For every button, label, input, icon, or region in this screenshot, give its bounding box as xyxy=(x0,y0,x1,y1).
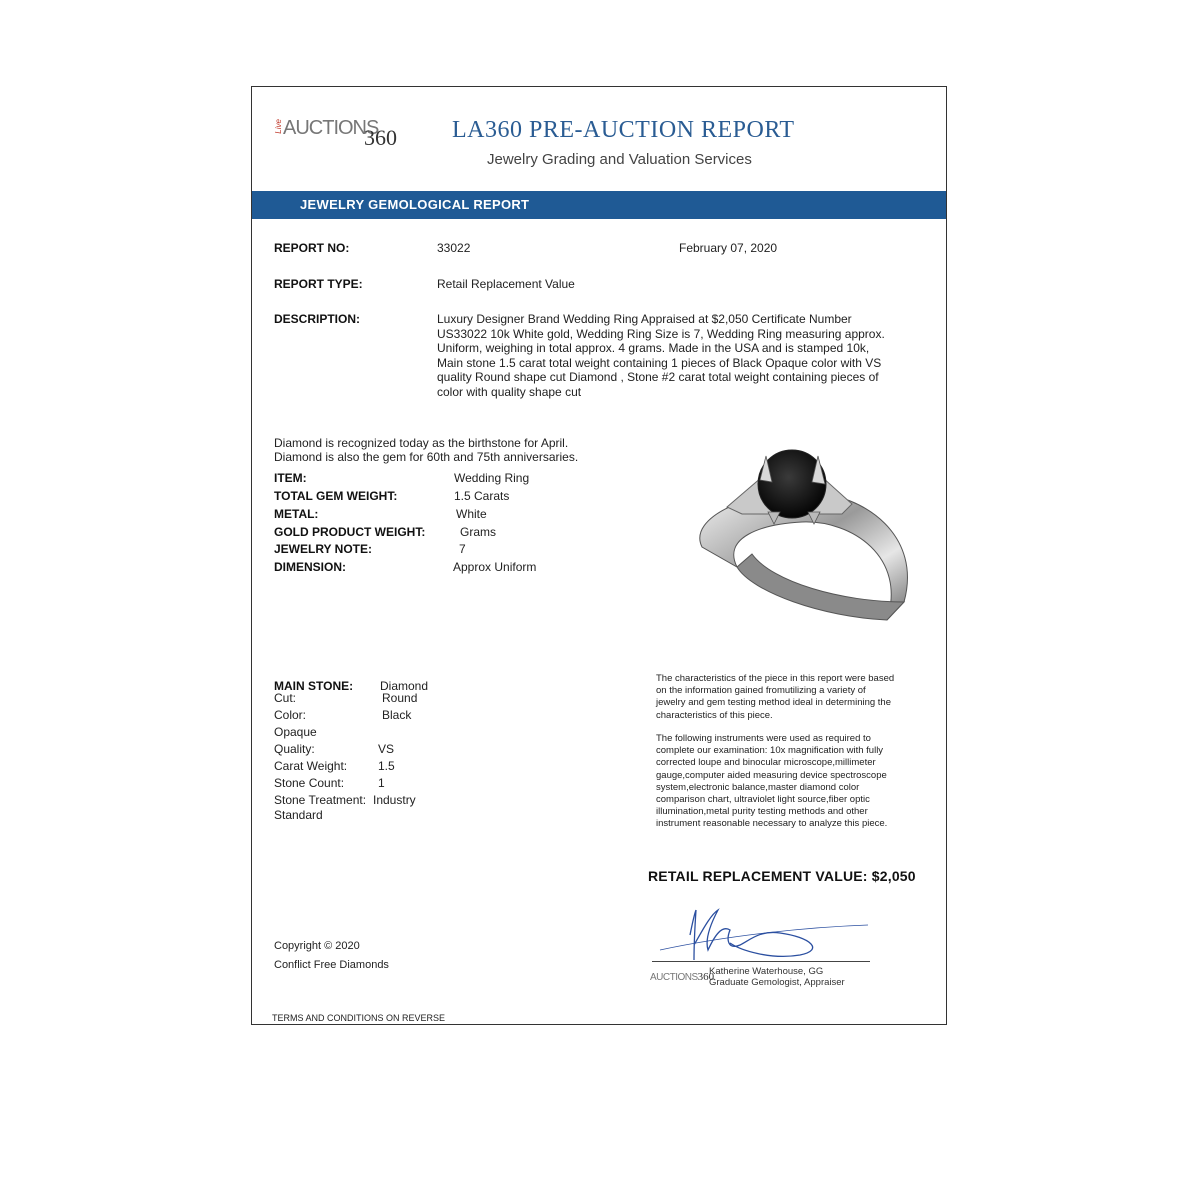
logo-live-text: Live xyxy=(274,119,283,134)
birthstone-line-1: Diamond is recognized today as the birthstone for April. xyxy=(274,436,569,450)
stone-count-value: 1 xyxy=(378,776,385,790)
report-type-value: Retail Replacement Value xyxy=(437,277,575,291)
conflict-free-text: Conflict Free Diamonds xyxy=(274,959,389,971)
report-no-label: REPORT NO: xyxy=(274,241,350,255)
carat-weight-value: 1.5 xyxy=(378,759,395,773)
main-stone-label: MAIN STONE: xyxy=(274,679,354,693)
logo-number: 360 xyxy=(364,125,397,150)
birthstone-line-2: Diamond is also the gem for 60th and 75th anniversaries. xyxy=(274,450,579,464)
note-line: characteristics of this piece. xyxy=(656,709,773,721)
note-line: system,electronic balance,master diamond color xyxy=(656,781,860,793)
dimension-label: DIMENSION: xyxy=(274,560,346,574)
main-stone-value: Diamond xyxy=(380,679,429,693)
note-paragraph-1 xyxy=(656,673,894,722)
note-line: instrument reasonable necessary to analyze this piece. xyxy=(656,818,888,830)
item-value: Wedding Ring xyxy=(454,471,530,485)
description-text: Luxury Designer Brand Wedding Ring Appraised at $2,050 Certificate Number US33022 10k White gold, Wedding Ring Size is 7, Wedding Ring measuring approx. Uniform, weighing in total approx. 4 grams. Made in the USA and is stamped 10k, Main stone 1.5 carat total weight containing 1 pieces of Black Opaque color with VS quality Round shape cut Diamond , Stone #2 carat total weight containing pieces of color with quality shape cut xyxy=(437,312,885,399)
report-no-value: 33022 xyxy=(437,241,471,255)
logo-word: AUCTIONS xyxy=(283,117,379,139)
signature-logo-number: 360 xyxy=(697,971,715,983)
total-gem-weight-label: TOTAL GEM WEIGHT: xyxy=(274,489,398,503)
gold-weight-label: GOLD PRODUCT WEIGHT: xyxy=(274,525,426,539)
appraiser-signature xyxy=(650,905,870,965)
total-gem-weight-value: 1.5 Carats xyxy=(454,489,510,503)
note-line: complete our examination: 10x magnification with fully xyxy=(656,745,884,757)
quality-value: VS xyxy=(378,742,395,756)
stone-treatment-value-cont: Standard xyxy=(274,808,323,822)
note-line: The following instruments were used as required to xyxy=(656,733,871,744)
carat-weight-label: Carat Weight: xyxy=(274,759,348,773)
color-label: Color: xyxy=(274,708,307,722)
auctions360-logo xyxy=(274,117,404,150)
description-label: DESCRIPTION: xyxy=(274,312,361,326)
section-banner-label: JEWELRY GEMOLOGICAL REPORT xyxy=(300,197,530,212)
signature-logo-word: AUCTIONS xyxy=(650,972,698,983)
note-line: comparison chart, ultraviolet light source,fiber optic xyxy=(656,794,870,806)
note-line: corrected loupe and binocular microscope,millimeter xyxy=(656,757,876,769)
metal-value: White xyxy=(456,507,487,521)
report-subtitle: Jewelry Grading and Valuation Services xyxy=(487,151,752,168)
gold-weight-value: Grams xyxy=(460,525,496,539)
item-label: ITEM: xyxy=(274,471,307,485)
quality-label: Quality: xyxy=(274,742,315,756)
ring-image xyxy=(682,442,932,642)
stone-count-label: Stone Count: xyxy=(274,776,345,790)
report-date: February 07, 2020 xyxy=(679,241,778,255)
copyright-text: Copyright © 2020 xyxy=(274,940,360,952)
report-document xyxy=(251,86,947,1025)
note-line: illumination,metal purity testing methods and other xyxy=(656,806,868,818)
dimension-value: Approx Uniform xyxy=(453,560,537,574)
section-banner xyxy=(252,191,946,219)
color-value-cont: Opaque xyxy=(274,725,317,739)
stone-treatment-label: Stone Treatment: xyxy=(274,793,367,807)
jewelry-note-label: JEWELRY NOTE: xyxy=(274,542,373,556)
retail-replacement-value: RETAIL REPLACEMENT VALUE: $2,050 xyxy=(648,868,916,884)
note-line: gauge,computer aided measuring device spectroscope xyxy=(656,769,887,781)
signature-logo xyxy=(650,967,714,985)
cut-value: Round xyxy=(382,691,418,705)
cut-label: Cut: xyxy=(274,691,297,705)
signature-line xyxy=(652,961,870,962)
metal-label: METAL: xyxy=(274,507,319,521)
appraiser-credit xyxy=(709,966,845,988)
jewelry-note-value: 7 xyxy=(459,542,466,556)
report-type-label: REPORT TYPE: xyxy=(274,277,363,291)
appraiser-name: Katherine Waterhouse, GG xyxy=(709,966,824,977)
note-line: jewelry and gem testing method ideal in determining the xyxy=(656,697,891,709)
appraiser-title: Graduate Gemologist, Appraiser xyxy=(709,977,845,988)
report-title: LA360 PRE-AUCTION REPORT xyxy=(452,117,795,143)
note-line: The characteristics of the piece in this report were based xyxy=(656,673,895,684)
note-paragraph-2 xyxy=(656,733,887,831)
terms-footer: TERMS AND CONDITIONS ON REVERSE xyxy=(272,1013,446,1023)
note-line: on the information gained fromutilizing a variety of xyxy=(656,685,866,697)
stone-treatment-value: Industry xyxy=(373,793,416,807)
color-value: Black xyxy=(382,708,412,722)
